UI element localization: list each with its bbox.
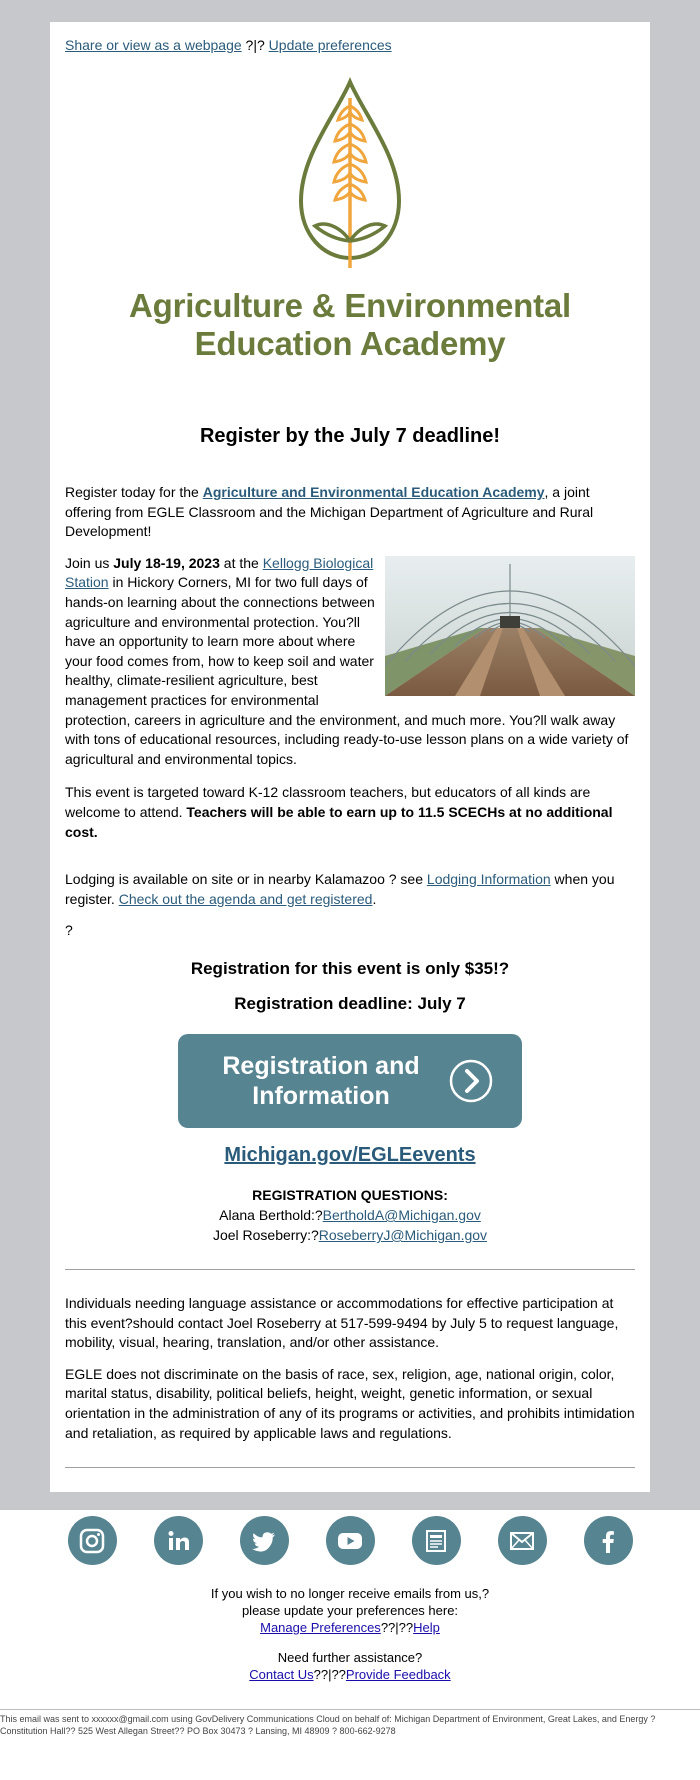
logo-title-line1: Agriculture & Environmental: [128, 287, 571, 324]
email-card: [50, 22, 650, 1492]
details-at: at the: [219, 554, 263, 571]
contact-row: [65, 1205, 635, 1225]
contact-us-link[interactable]: Contact Us: [249, 1667, 314, 1683]
assist-row: [0, 1666, 700, 1683]
divider: [65, 1467, 635, 1468]
share-webpage-link[interactable]: Share or view as a webpage: [65, 37, 242, 53]
instagram-icon[interactable]: [68, 1516, 117, 1565]
assistance-block: [0, 1649, 700, 1683]
accessibility-note: Individuals needing language assistance or accommodations for effective participation at this event?should contact Joel Roseberry at 517-599-9494 by July 5 to request language, mobility, visual, hearing, translation, and/or other assistance.: [65, 1295, 619, 1351]
contact-email-link[interactable]: BertholdA@Michigan.gov: [322, 1207, 481, 1224]
registration-cost: Registration for this event is only $35!?: [190, 958, 510, 978]
questions-heading: REGISTRATION QUESTIONS:: [252, 1187, 448, 1204]
need-help-text: Need further assistance?: [277, 1650, 423, 1666]
lodging-paragraph: [65, 870, 635, 909]
header-links: [65, 36, 635, 54]
unsub-line1: If you wish to no longer receive emails from us,?: [210, 1586, 490, 1602]
registration-button[interactable]: [178, 1034, 522, 1128]
registration-button-label: Registration and Information: [222, 1052, 420, 1111]
header-separator: ?|?: [241, 37, 269, 53]
hoop-house-photo: [385, 556, 635, 696]
academy-link[interactable]: Agriculture and Environmental Education Academy: [202, 484, 545, 500]
wheat-drop-icon: [295, 76, 405, 276]
lodging-info-link[interactable]: Lodging Information: [426, 871, 551, 888]
registration-questions: [65, 1185, 635, 1245]
details-join: Join us: [65, 554, 114, 571]
logo-title-line2: Education Academy: [194, 325, 506, 362]
lodging-pre: Lodging is available on site or in nearby Kalamazoo ? see: [65, 871, 427, 888]
unsubscribe-block: [0, 1585, 700, 1636]
youtube-icon[interactable]: [326, 1516, 375, 1565]
intro-post: , a joint offering from EGLE Classroom and the Michigan Department of Agriculture and Rural Development!: [65, 484, 594, 540]
lodging-mid: when you register.: [65, 871, 615, 907]
lodging-end: .: [372, 890, 377, 907]
email-footer: [0, 1510, 700, 1737]
email-icon[interactable]: [498, 1516, 547, 1565]
contact-name: Joel Roseberry:?: [212, 1227, 319, 1244]
academy-logo: [65, 76, 635, 363]
facebook-icon[interactable]: [584, 1516, 633, 1565]
chevron-right-icon: [448, 1058, 494, 1104]
prefs-row: [0, 1619, 700, 1636]
stray-char: ?: [65, 922, 73, 939]
contact-row: [65, 1225, 635, 1245]
footer-separator: ??|??: [380, 1620, 414, 1636]
legal-note: This email was sent to xxxxxx@gmail.com using GovDelivery Communications Cloud on behalf of: Michigan Department of Environment, Great Lakes, and Energy ? Constitution Hall?? 525 West Allegan Street?? PO Box 30473 ? Lansing, MI 48909 ? 800-662-9278: [0, 1709, 700, 1737]
deadline-headline: Register by the July 7 deadline!: [199, 425, 501, 447]
details-body: in Hickory Corners, MI for two full days of hands-on learning about the connections between agriculture and environmental protection. You?ll have an opportunity to learn more about where your food comes from, how to keep soil and water healthy, climate-resilient agriculture, best management practices for environmental protection, careers in agriculture and the environment, and much more. You?ll walk away with tons of educational resources, including ready-to-use lesson plans on a wide variety of agricultural and environmental topics.: [65, 574, 629, 767]
details-paragraph: [65, 554, 635, 770]
help-link[interactable]: Help: [413, 1620, 440, 1636]
contact-name: Alana Berthold:?: [219, 1207, 323, 1224]
social-links: [0, 1516, 700, 1565]
twitter-icon[interactable]: [240, 1516, 289, 1565]
unsub-line2: please update your preferences here:: [241, 1603, 459, 1619]
intro-pre: Register today for the: [65, 484, 203, 500]
logo-title: [65, 287, 635, 363]
registration-deadline: Registration deadline: July 7: [234, 994, 466, 1014]
intro-paragraph: [65, 483, 635, 542]
contact-email-link[interactable]: RoseberryJ@Michigan.gov: [318, 1227, 488, 1244]
nondiscrimination-note: EGLE does not discriminate on the basis of race, sex, religion, age, national origin, color, marital status, disability, political beliefs, height, weight, genetic information, or sexual orientation in the administration of any of its programs or activities, and prohibits intimidation and retaliation, as required by applicable laws and regulations.: [65, 1365, 635, 1441]
update-preferences-link[interactable]: Update preferences: [268, 37, 392, 53]
scech-note: Teachers will be able to earn up to 11.5 SCECHs at no additional cost.: [65, 803, 613, 840]
manage-preferences-link[interactable]: Manage Preferences: [260, 1620, 381, 1636]
audience-text: This event is targeted toward K-12 classroom teachers, but educators of all kinds are welcome to attend.: [65, 784, 591, 820]
kellogg-station-link[interactable]: Kellogg Biological Station: [65, 554, 374, 591]
event-dates: July 18-19, 2023: [113, 554, 220, 571]
egle-events-link[interactable]: Michigan.gov/EGLEevents: [224, 1144, 476, 1167]
provide-feedback-link[interactable]: Provide Feedback: [345, 1667, 451, 1683]
news-icon[interactable]: [412, 1516, 461, 1565]
linkedin-icon[interactable]: [154, 1516, 203, 1565]
agenda-register-link[interactable]: Check out the agenda and get registered: [118, 890, 373, 907]
footer-separator: ??|??: [313, 1667, 346, 1683]
divider: [65, 1269, 635, 1270]
audience-paragraph: [65, 783, 635, 842]
